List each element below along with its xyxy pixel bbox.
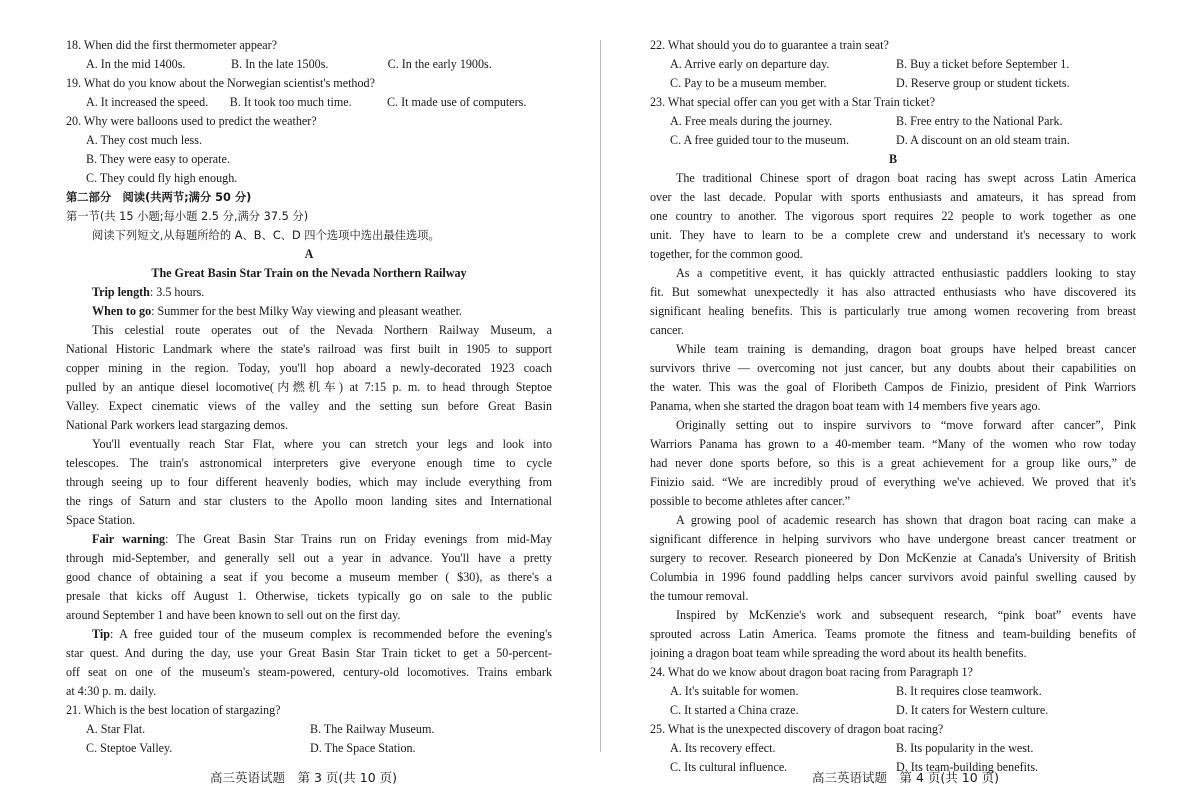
answer-option: C. It made use of computers.	[386, 95, 527, 109]
section-instruction: 阅读下列短文,从每题所给的 A、B、C、D 四个选项中选出最佳选项。	[92, 229, 440, 242]
answer-options-row	[650, 55, 1136, 74]
answer-option: B. They were easy to operate.	[86, 152, 230, 166]
answer-option: D. It caters for Western culture.	[896, 703, 1049, 717]
answer-option: A. It increased the speed.	[86, 95, 209, 109]
answer-option: B. Buy a ticket before September 1.	[896, 57, 1070, 71]
right-column	[650, 36, 1136, 777]
section-instruction: 第一节(共 15 小题;每小题 2.5 分,满分 37.5 分)	[66, 210, 309, 223]
passage-heading: A	[304, 247, 314, 261]
answer-option: A. Star Flat.	[86, 722, 146, 736]
answer-options-row	[66, 720, 552, 739]
text-line: Valley. Expect cinematic views of the valley and the setting sun before Great Basin	[66, 399, 552, 413]
text-line: This celestial route operates out of the Nevada Northern Railway Museum, a	[92, 323, 552, 337]
line-lead-label: Tip	[92, 627, 110, 641]
answer-options-row	[650, 74, 1136, 93]
answer-option: B. It requires close teamwork.	[896, 684, 1042, 698]
text-line: pulled by an antique diesel locomotive(内燃机车) at 7:15 p. m. to head through Steptoe	[66, 380, 552, 394]
text-line: presale that kicks off August 1. Otherwise, tickets typically go on sale to the public	[66, 589, 552, 603]
line-lead-label: Fair warning	[92, 532, 166, 546]
question-stem: 20. Why were balloons used to predict the weather?	[66, 114, 317, 128]
text-line: the tumour removal.	[650, 589, 749, 603]
labeled-paragraph-line: Fair warning: The Great Basin Star Trains run on Friday evenings from mid-May	[92, 532, 552, 546]
text-line: copper mining in the region. Today, you'll hop aboard a newly-decorated 1923 coach	[66, 361, 552, 375]
question-stem: 22. What should you do to guarantee a train seat?	[650, 38, 889, 52]
text-line: off seat on one of the museum's steam-powered, century-old locomotives. Trains embark	[66, 665, 552, 679]
text-line: While team training is demanding, dragon boat groups have helped breast cancer	[676, 342, 1136, 356]
answer-option: A. In the mid 1400s.	[86, 57, 186, 71]
text-line: sprouted across Latin America. Teams promote the fitness and team-building benefits of	[650, 627, 1136, 641]
text-line: significant difference in helping survivors who have undergone breast cancer treatment or	[650, 532, 1136, 546]
answer-option: B. The Railway Museum.	[310, 722, 435, 736]
text-line: together, for the common good.	[650, 247, 803, 261]
text-line: at 4:30 p. m. daily.	[66, 684, 157, 698]
answer-options-row	[66, 93, 552, 112]
column-divider	[600, 40, 601, 752]
labeled-paragraph-line: When to go: Summer for the best Milky Way viewing and pleasant weather.	[92, 304, 462, 318]
answer-option: B. It took too much time.	[229, 95, 352, 109]
text-line: star quest. And during the day, use your Great Basin Star Train ticket to get a 50-percent-	[66, 646, 552, 660]
page-footer-right: 高三英语试题 第 4 页(共 10 页)	[812, 770, 1000, 785]
passage-heading: B	[888, 152, 898, 166]
text-line: good chance of obtaining a seat if you become a museum member ( $30), as there's a	[66, 570, 552, 584]
text-line: surgery to recover. Research pioneered by Don McKenzie at Canada's University of British	[650, 551, 1136, 565]
text-line: possible to become athletes after cancer.”	[650, 494, 851, 508]
answer-option: C. Pay to be a museum member.	[670, 76, 827, 90]
answer-option: D. The Space Station.	[310, 741, 416, 755]
labeled-paragraph-line: Trip length: 3.5 hours.	[92, 285, 205, 299]
text-line: Warriors Panama has grown to a 40-member team. “Many of the women who row today	[650, 437, 1136, 451]
answer-options-row	[66, 55, 552, 74]
answer-option: C. Steptoe Valley.	[86, 741, 173, 755]
text-line: Finizio said. “We are incredibly proud of everything we've achieved. We proved that it's	[650, 475, 1136, 489]
text-line: National Park workers lead stargazing demos.	[66, 418, 289, 432]
text-line: Columbia in 1996 found paddling helps cancer survivors avoid painful swelling caused by	[650, 570, 1136, 584]
answer-option: B. In the late 1500s.	[231, 57, 329, 71]
answer-option: B. Free entry to the National Park.	[896, 114, 1063, 128]
text-line: over the last decade. Popular with sports enthusiasts and amateurs, it has spread from	[650, 190, 1136, 204]
text-line: the rings of Saturn and star clusters to the Apollo moon landing sites and International	[66, 494, 552, 508]
answer-option: C. It started a China craze.	[670, 703, 799, 717]
text-line: Inspired by McKenzie's work and subsequent research, “pink boat” events have	[676, 608, 1136, 622]
question-stem: 24. What do we know about dragon boat racing from Paragraph 1?	[650, 665, 973, 679]
answer-option: A. Free meals during the journey.	[670, 114, 833, 128]
answer-option: C. Its cultural influence.	[670, 760, 788, 774]
text-line: cancer.	[650, 323, 684, 337]
text-line: National Historic Landmark where the state's railroad was first built in 1905 to support	[66, 342, 552, 356]
text-line: through seeing up to four different heavenly bodies, which may include everything from	[66, 475, 552, 489]
text-line: through mid-September, and generally sell out a year in advance. You'll have a pretty	[66, 551, 552, 565]
left-column	[66, 36, 552, 758]
text-line: significant healing benefits. This is particularly true among women recovering from breast	[650, 304, 1136, 318]
section-instruction: 第二部分 阅读(共两节;满分 50 分)	[66, 191, 252, 204]
text-line: As a competitive event, it has quickly attracted enthusiastic paddlers looking to stay	[676, 266, 1136, 280]
line-lead-label: When to go	[92, 304, 152, 318]
text-line: The traditional Chinese sport of dragon boat racing has swept across Latin America	[676, 171, 1136, 185]
question-stem: 21. Which is the best location of stargazing?	[66, 703, 281, 717]
text-line: fit. But somewhat unexpectedly it has also attracted enthusiasts who have discovered its	[650, 285, 1136, 299]
answer-option: D. Its team-building benefits.	[896, 760, 1039, 774]
question-stem: 19. What do you know about the Norwegian scientist's method?	[66, 76, 375, 90]
text-line: joining a dragon boat team while spreading the word about its health benefits.	[650, 646, 1027, 660]
answer-options-row	[66, 739, 552, 758]
answer-options-row	[650, 739, 1136, 758]
line-lead-label: Trip length	[92, 285, 150, 299]
answer-option: A. They cost much less.	[86, 133, 202, 147]
answer-options-row	[650, 682, 1136, 701]
answer-options-row	[650, 131, 1136, 150]
text-line: Space Station.	[66, 513, 136, 527]
text-line: unit. They have to learn to be a complete crew and understand it's necessary to work	[650, 228, 1136, 242]
labeled-paragraph-line: Tip: A free guided tour of the museum complex is recommended before the evening's	[92, 627, 552, 641]
answer-options-row	[650, 701, 1136, 720]
text-line: the water. This was the goal of Floribeth Campos de Finizio, president of Pink Warriors	[650, 380, 1136, 394]
passage-heading: The Great Basin Star Train on the Nevada Northern Railway	[151, 266, 467, 280]
answer-option: C. They could fly high enough.	[86, 171, 238, 185]
answer-option: C. In the early 1900s.	[387, 57, 492, 71]
answer-option: C. A free guided tour to the museum.	[670, 133, 850, 147]
text-line: Panama, when she started the dragon boat team with 14 members five years ago.	[650, 399, 1041, 413]
text-line: Originally setting out to inspire survivors to “move forward after cancer”, Pink	[676, 418, 1136, 432]
answer-options-row	[650, 112, 1136, 131]
question-stem: 23. What special offer can you get with a Star Train ticket?	[650, 95, 936, 109]
text-line: A growing pool of academic research has shown that dragon boat racing can make a	[676, 513, 1136, 527]
answer-option: D. Reserve group or student tickets.	[896, 76, 1070, 90]
text-line: telescopes. The train's astronomical interpreters give everyone enough time to cycle	[66, 456, 552, 470]
answer-option: D. A discount on an old steam train.	[896, 133, 1070, 147]
answer-option: A. It's suitable for women.	[670, 684, 799, 698]
answer-option: A. Arrive early on departure day.	[670, 57, 830, 71]
text-line: had never done sports before, so this is a great achievement for a group like ours,” de	[650, 456, 1136, 470]
text-line: around September 1 and have been known to sell out on the first day.	[66, 608, 401, 622]
question-stem: 18. When did the first thermometer appear?	[66, 38, 278, 52]
text-line: survivors thrive — overcoming not just cancer, but any doubts about their capabilities on	[650, 361, 1136, 375]
answer-option: B. Its popularity in the west.	[896, 741, 1034, 755]
question-stem: 25. What is the unexpected discovery of dragon boat racing?	[650, 722, 944, 736]
text-line: one country to another. The vigorous sport requires 22 people to work together as one	[650, 209, 1136, 223]
page-footer-left: 高三英语试题 第 3 页(共 10 页)	[210, 770, 398, 785]
answer-option: A. Its recovery effect.	[670, 741, 776, 755]
text-line: You'll eventually reach Star Flat, where you can stretch your legs and look into	[92, 437, 552, 451]
